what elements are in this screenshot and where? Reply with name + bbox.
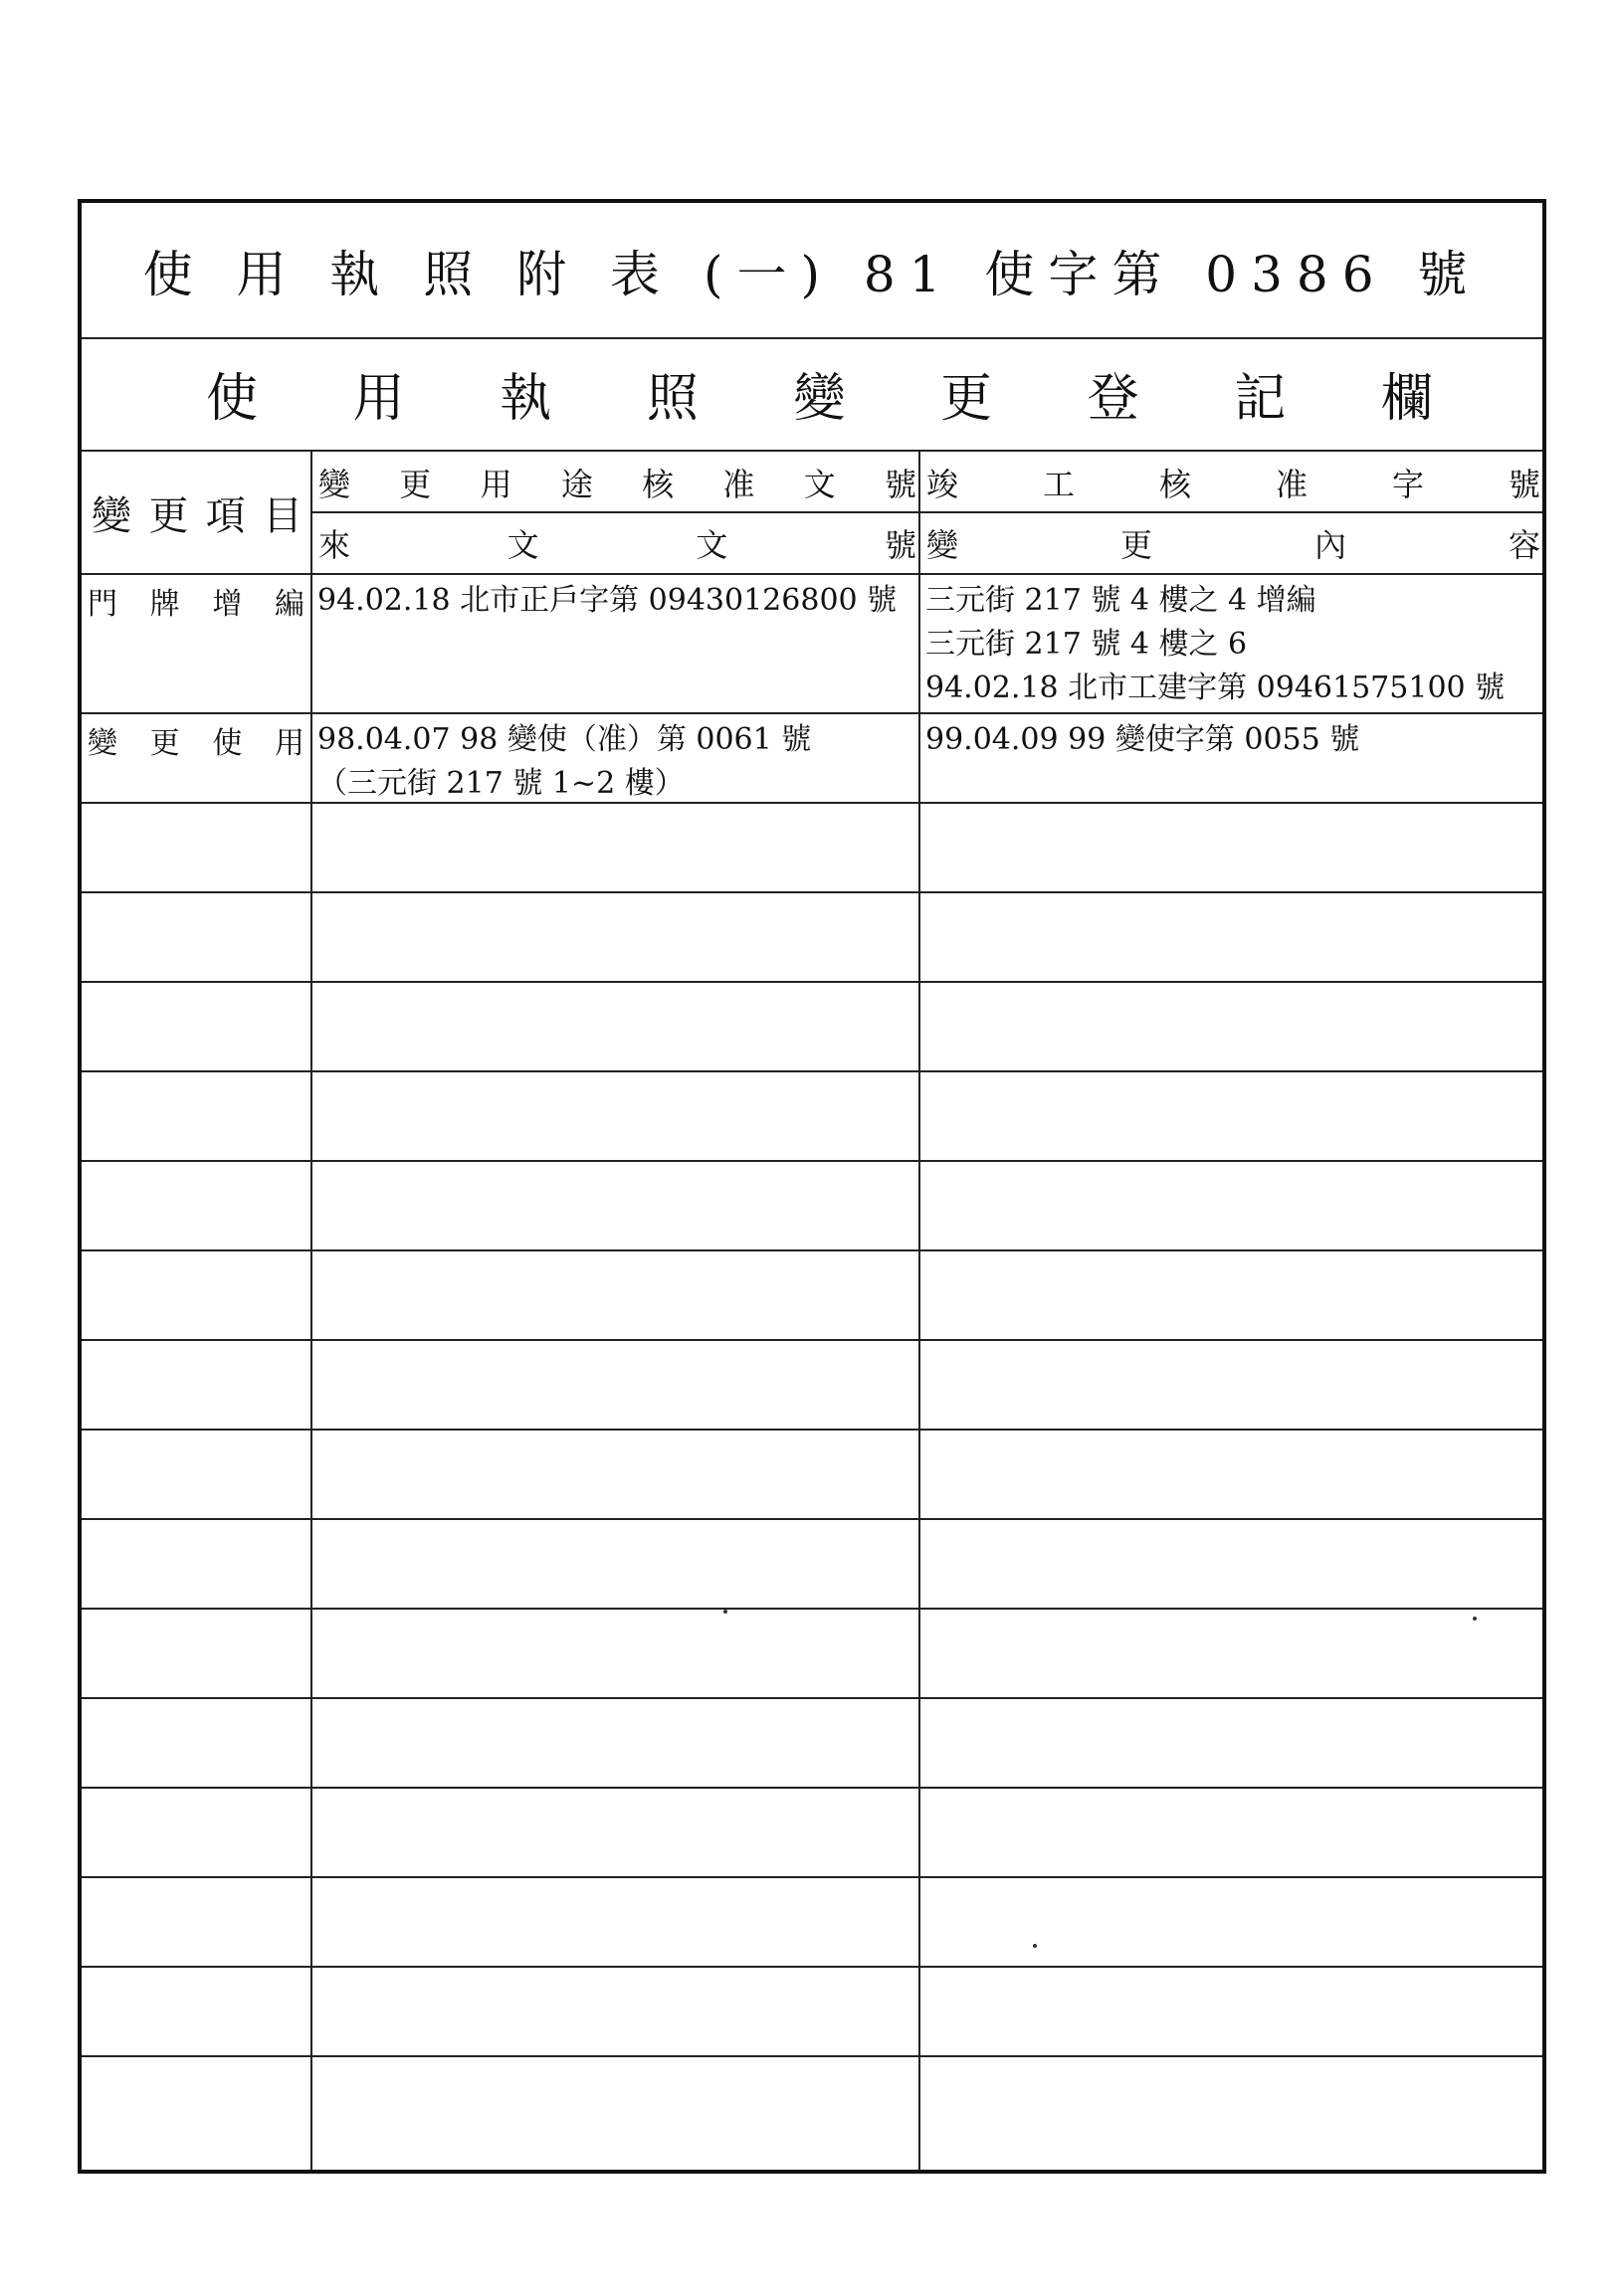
header-char: 目 — [262, 493, 303, 539]
subtitle-char: 欄 — [1380, 369, 1433, 429]
header-col3-top — [920, 454, 1542, 511]
row-divider — [82, 1070, 1542, 1072]
row-divider — [82, 1608, 1542, 1610]
header-char: 途 — [560, 466, 593, 503]
header-char: 號 — [884, 466, 916, 503]
row-content-line: 99.04.09 99 變使字第 0055 號 — [925, 722, 1360, 757]
header-char: 號 — [884, 526, 916, 564]
row-content-line: 三元街 217 號 4 樓之 6 — [925, 627, 1248, 662]
header-char: 用 — [480, 466, 512, 503]
header-char: 變 — [318, 466, 351, 503]
item-char: 增 — [212, 587, 243, 622]
item-char: 編 — [274, 587, 304, 622]
header-char: 核 — [1158, 466, 1191, 503]
header-char: 內 — [1313, 526, 1346, 564]
document-subtitle — [82, 337, 1542, 452]
header-char: 變 — [92, 493, 131, 539]
subtitle-char: 登 — [1087, 369, 1139, 429]
row-divider — [82, 1249, 1542, 1251]
header-char: 項 — [205, 493, 246, 539]
header-char: 更 — [148, 493, 189, 539]
header-char: 變 — [926, 526, 959, 564]
subtitle-char: 更 — [940, 369, 993, 429]
header-char: 字 — [1391, 466, 1424, 503]
header-char: 文 — [696, 526, 728, 564]
row-divider — [82, 1160, 1542, 1162]
header-item-label — [82, 452, 310, 574]
header-divider — [312, 511, 1542, 513]
subtitle-char: 使 — [206, 369, 259, 429]
row-item-label — [82, 718, 310, 762]
header-col2-top — [312, 454, 918, 511]
license-table-frame — [78, 199, 1546, 2174]
subtitle-char: 記 — [1234, 369, 1287, 429]
header-char: 號 — [1508, 466, 1540, 503]
column-divider — [310, 452, 312, 2170]
item-char: 用 — [274, 726, 304, 761]
header-bottom-line — [82, 573, 1542, 575]
subtitle-char: 照 — [646, 369, 699, 429]
row-divider — [82, 712, 1542, 714]
header-char: 容 — [1508, 526, 1540, 564]
scan-speck — [1033, 1944, 1037, 1948]
row-divider — [82, 1339, 1542, 1341]
item-char: 門 — [88, 587, 117, 622]
row-content-line: 三元街 217 號 4 樓之 4 增編 — [925, 583, 1316, 618]
header-char: 准 — [722, 466, 755, 503]
subtitle-char: 用 — [352, 369, 405, 429]
row-doc-number: （三元街 217 號 1~2 樓） — [317, 766, 685, 801]
scan-speck — [1473, 1617, 1477, 1621]
item-char: 使 — [212, 726, 243, 761]
header-col3-bottom — [920, 514, 1542, 572]
row-divider — [82, 2055, 1542, 2057]
header-char: 核 — [642, 466, 675, 503]
row-divider — [82, 891, 1542, 893]
scan-speck — [723, 1610, 727, 1614]
row-divider — [82, 1876, 1542, 1878]
row-divider — [82, 1697, 1542, 1699]
header-char: 更 — [399, 466, 432, 503]
header-char: 文 — [506, 526, 539, 564]
header-char: 文 — [803, 466, 836, 503]
row-doc-number: 94.02.18 北市正戶字第 09430126800 號 — [317, 583, 898, 618]
header-char: 竣 — [926, 466, 959, 503]
row-divider — [82, 1518, 1542, 1520]
row-divider — [82, 1429, 1542, 1431]
subtitle-char: 變 — [793, 369, 846, 429]
row-divider — [82, 802, 1542, 804]
header-char: 准 — [1275, 466, 1308, 503]
row-divider — [82, 1787, 1542, 1789]
row-doc-number: 98.04.07 98 變使（准）第 0061 號 — [317, 722, 812, 757]
header-char: 來 — [318, 526, 351, 564]
column-divider — [918, 452, 920, 2170]
header-col2-bottom — [312, 514, 918, 572]
row-content-line: 94.02.18 北市工建字第 09461575100 號 — [925, 670, 1506, 705]
item-char: 牌 — [149, 587, 180, 622]
row-item-label — [82, 579, 310, 623]
item-char: 變 — [88, 726, 117, 761]
row-divider — [82, 981, 1542, 983]
header-char: 更 — [1119, 526, 1152, 564]
header-char: 工 — [1042, 466, 1075, 503]
subtitle-char: 執 — [500, 369, 552, 429]
item-char: 更 — [149, 726, 180, 761]
document-title: 使 用 執 照 附 表 (一) 81 使字第 0386 號 — [82, 203, 1542, 339]
row-divider — [82, 1966, 1542, 1968]
